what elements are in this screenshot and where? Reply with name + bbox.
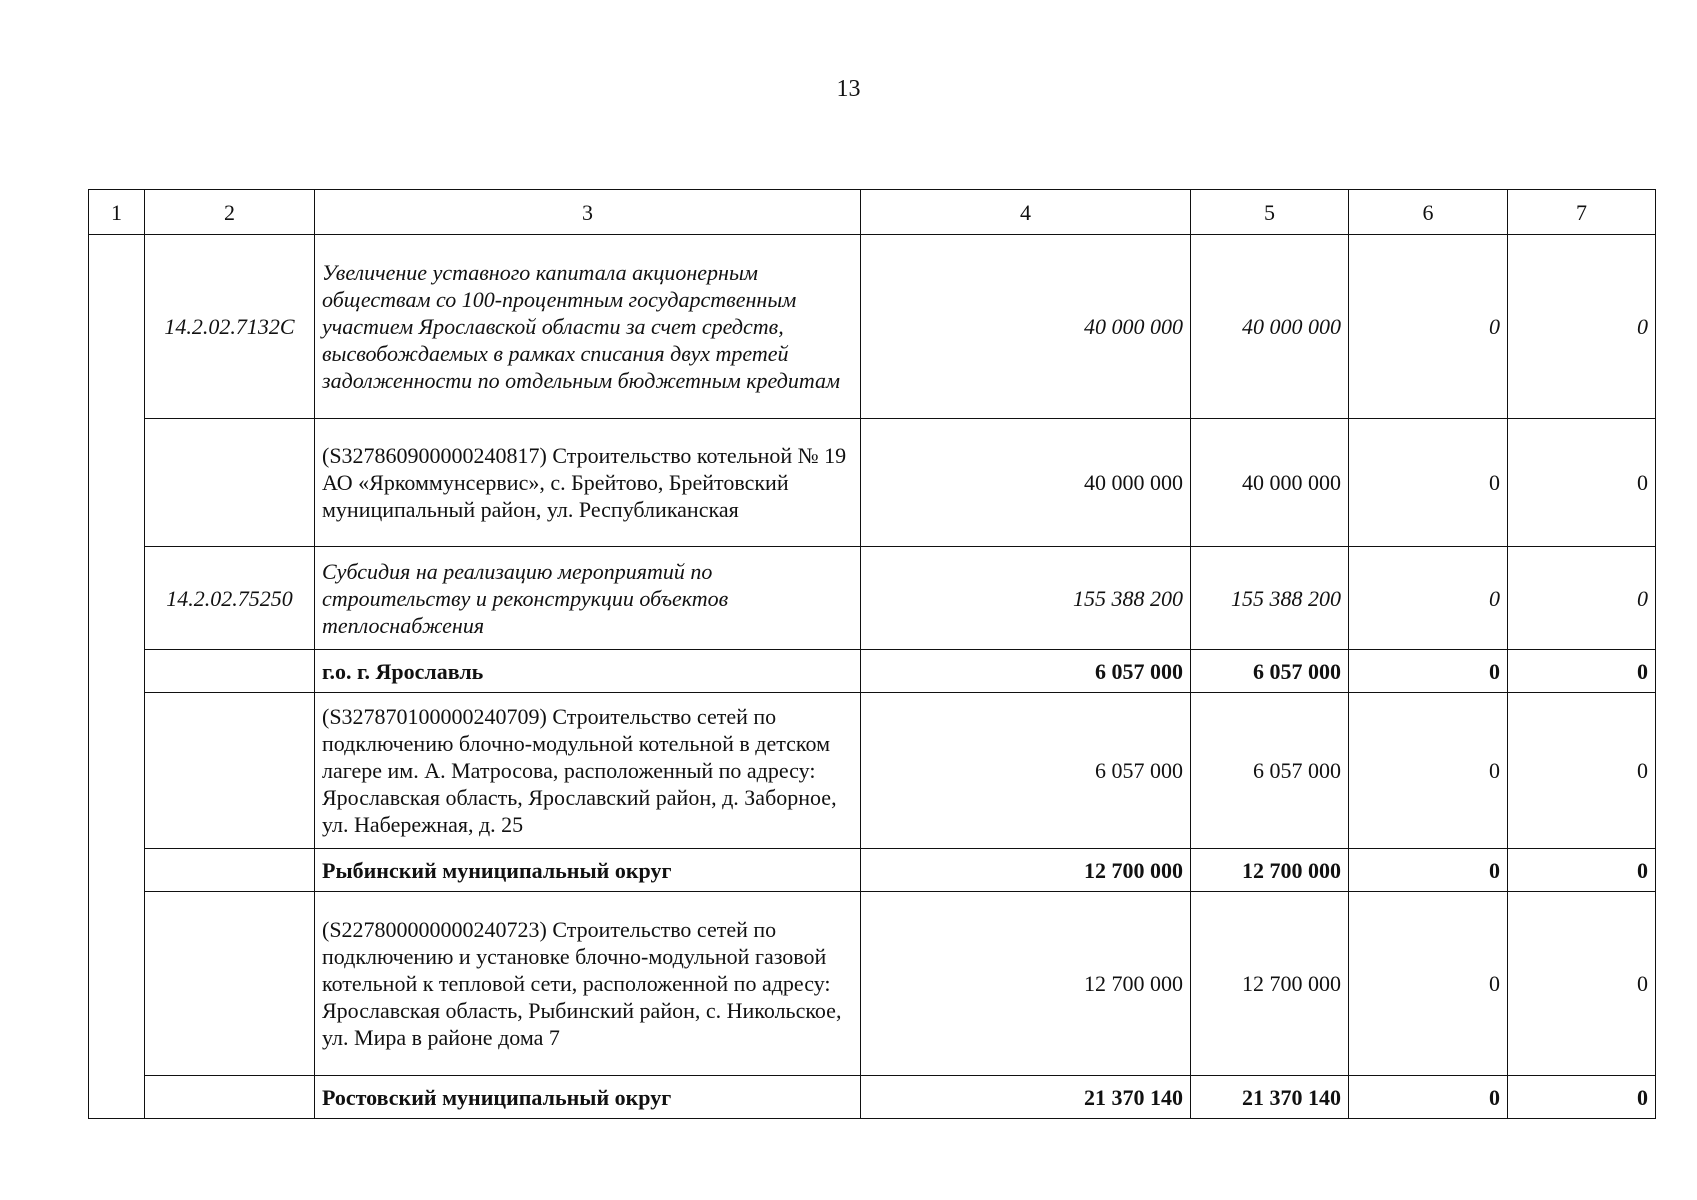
value-cell-5: 155 388 200 (1191, 547, 1349, 650)
code-cell (145, 650, 315, 693)
table-row (89, 419, 1656, 547)
code-cell: 14.2.02.75250 (145, 547, 315, 650)
column-header-3: 3 (315, 190, 861, 235)
value-cell-4: 6 057 000 (861, 650, 1191, 693)
page-number: 13 (836, 76, 861, 102)
description-cell: (S227800000000240723) Строительство сетей по подключению и установке блочно-модульной газовой котельной к тепловой сети, расположенной по адресу: Ярославская область, Рыбинский район, с. Никольское, ул. Мира в районе дома 7 (315, 892, 861, 1076)
budget-table (88, 189, 1656, 1119)
table-row-subtotal (89, 650, 1656, 693)
value-cell-6: 0 (1349, 892, 1508, 1076)
code-cell: 14.2.02.7132С (145, 235, 315, 419)
value-cell-4: 40 000 000 (861, 235, 1191, 419)
value-cell-7: 0 (1508, 1076, 1656, 1119)
description-cell: (S327860900000240817) Строительство котельной № 19 АО «Яркоммунсервис», с. Брейтово, Брейтовский муниципальный район, ул. Республиканская (315, 419, 861, 547)
value-cell-5: 12 700 000 (1191, 892, 1349, 1076)
value-cell-7: 0 (1508, 892, 1656, 1076)
code-cell (145, 693, 315, 849)
table-row-subtotal (89, 1076, 1656, 1119)
column-header-4: 4 (861, 190, 1191, 235)
value-cell-6: 0 (1349, 1076, 1508, 1119)
column-header-2: 2 (145, 190, 315, 235)
value-cell-5: 12 700 000 (1191, 849, 1349, 892)
table-row (89, 693, 1656, 849)
value-cell-6: 0 (1349, 650, 1508, 693)
code-cell (145, 849, 315, 892)
value-cell-4: 40 000 000 (861, 419, 1191, 547)
column-header-5: 5 (1191, 190, 1349, 235)
value-cell-5: 40 000 000 (1191, 235, 1349, 419)
value-cell-4: 155 388 200 (861, 547, 1191, 650)
column-header-1: 1 (89, 190, 145, 235)
value-cell-6: 0 (1349, 693, 1508, 849)
header-row (89, 190, 1656, 235)
code-cell (145, 1076, 315, 1119)
value-cell-6: 0 (1349, 419, 1508, 547)
description-cell: Рыбинский муниципальный округ (315, 849, 861, 892)
value-cell-5: 6 057 000 (1191, 693, 1349, 849)
value-cell-6: 0 (1349, 849, 1508, 892)
value-cell-7: 0 (1508, 693, 1656, 849)
value-cell-7: 0 (1508, 419, 1656, 547)
column-header-7: 7 (1508, 190, 1656, 235)
value-cell-5: 6 057 000 (1191, 650, 1349, 693)
table-row (89, 547, 1656, 650)
value-cell-4: 12 700 000 (861, 892, 1191, 1076)
value-cell-4: 6 057 000 (861, 693, 1191, 849)
value-cell-6: 0 (1349, 235, 1508, 419)
description-cell: Субсидия на реализацию мероприятий по строительству и реконструкции объектов теплоснабжения (315, 547, 861, 650)
value-cell-7: 0 (1508, 849, 1656, 892)
table-row (89, 235, 1656, 419)
description-cell: г.о. г. Ярославль (315, 650, 861, 693)
table-row (89, 892, 1656, 1076)
value-cell-7: 0 (1508, 547, 1656, 650)
code-cell (145, 419, 315, 547)
table-row-subtotal (89, 849, 1656, 892)
description-cell: Увеличение уставного капитала акционерным обществам со 100-процентным государственным участием Ярославской области за счет средств, высвобождаемых в рамках списания двух третей задолженности по отдельным бюджетным кредитам (315, 235, 861, 419)
value-cell-7: 0 (1508, 235, 1656, 419)
description-cell: Ростовский муниципальный округ (315, 1076, 861, 1119)
value-cell-6: 0 (1349, 547, 1508, 650)
value-cell-5: 40 000 000 (1191, 419, 1349, 547)
value-cell-5: 21 370 140 (1191, 1076, 1349, 1119)
value-cell-4: 21 370 140 (861, 1076, 1191, 1119)
column-header-6: 6 (1349, 190, 1508, 235)
column-1-cell (89, 235, 145, 1119)
value-cell-4: 12 700 000 (861, 849, 1191, 892)
description-cell: (S327870100000240709) Строительство сетей по подключению блочно-модульной котельной в детском лагере им. А. Матросова, расположенный по адресу: Ярославская область, Ярославский район, д. Заборное, ул. Набережная, д. 25 (315, 693, 861, 849)
value-cell-7: 0 (1508, 650, 1656, 693)
code-cell (145, 892, 315, 1076)
